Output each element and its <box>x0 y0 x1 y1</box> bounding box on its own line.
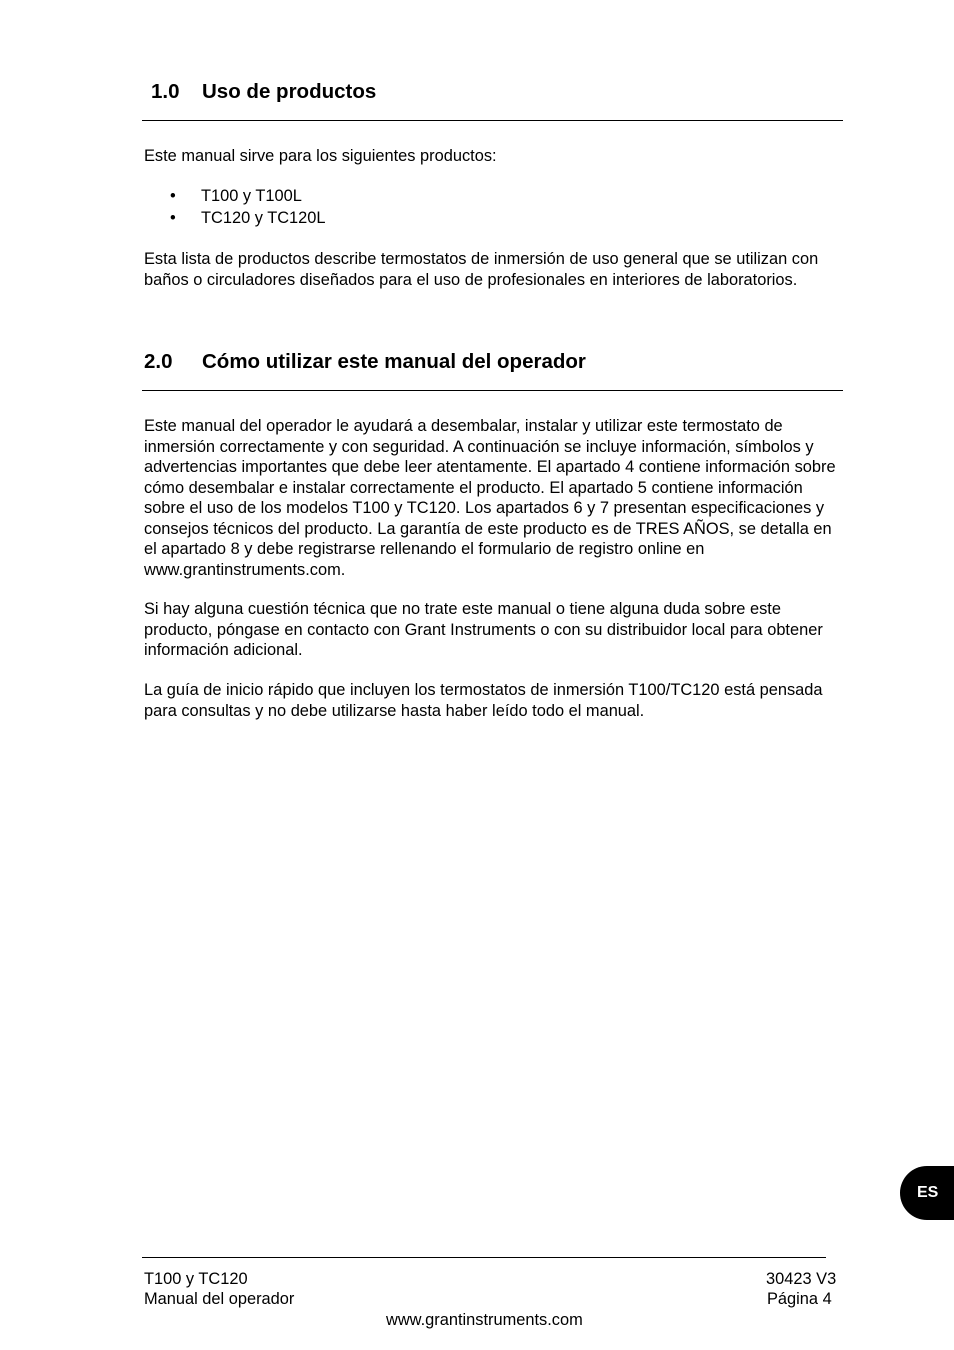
product-list <box>170 186 326 229</box>
section-2-heading <box>144 349 586 375</box>
list-item-label: TC120 y TC120L <box>201 208 326 227</box>
section-2-paragraph: Este manual del operador le ayudará a desembalar, instalar y utilizar este termostato de inmersión correctamente y con seguridad. A continuación se incluye información, símbolos y advertencias importantes que debe leer atentamente. El apartado 4 contiene información sobre cómo desembalar e instalar correctamente el producto. El apartado 5 contiene información sobre el uso de los modelos T100 y TC120. Los apartados 6 y 7 presentan especificaciones y consejos técnicos del producto. La garantía de este producto es de TRES AÑOS, se detalla en el apartado 8 y debe registrarse rellenando el formulario de registro online en www.grantinstruments.com. <box>144 417 836 579</box>
bullet-icon: • <box>170 187 176 205</box>
section-2-paragraph: La guía de inicio rápido que incluyen los termostatos de inmersión T100/TC120 está pensada para consultas y no debe utilizarse hasta haber leído todo el manual. <box>144 681 823 720</box>
section-2-number: 2.0 <box>144 350 173 373</box>
section-2-divider <box>142 390 843 391</box>
section-1-divider <box>142 120 843 121</box>
footer-page-number: Página 4 <box>767 1290 832 1308</box>
footer-divider <box>142 1257 826 1258</box>
section-2-title: Cómo utilizar este manual del operador <box>202 350 586 373</box>
section-1-number: 1.0 <box>151 80 180 103</box>
bullet-icon: • <box>170 208 176 227</box>
footer-manual: Manual del operador <box>144 1290 295 1308</box>
section-2-paragraph: Si hay alguna cuestión técnica que no trate este manual o tiene alguna duda sobre este producto, póngase en contacto con Grant Instruments o con su distribuidor local para obtener información adicional. <box>144 600 823 659</box>
section-1-heading <box>151 79 376 105</box>
footer-doc-code: 30423 V3 <box>766 1270 837 1288</box>
language-tab <box>900 1166 954 1220</box>
list-item <box>170 186 326 208</box>
section-1-intro: Este manual sirve para los siguientes productos: <box>144 147 497 165</box>
footer-product: T100 y TC120 <box>144 1270 248 1288</box>
footer-website: www.grantinstruments.com <box>386 1311 583 1329</box>
list-item <box>170 208 326 230</box>
language-tab-label: ES <box>917 1184 939 1201</box>
section-1-title: Uso de productos <box>202 80 377 103</box>
list-item-label: T100 y T100L <box>201 187 302 205</box>
section-1-description: Esta lista de productos describe termostatos de inmersión de uso general que se utilizan con baños o circuladores diseñados para el uso de profesionales en interiores de laboratorios. <box>144 250 819 289</box>
